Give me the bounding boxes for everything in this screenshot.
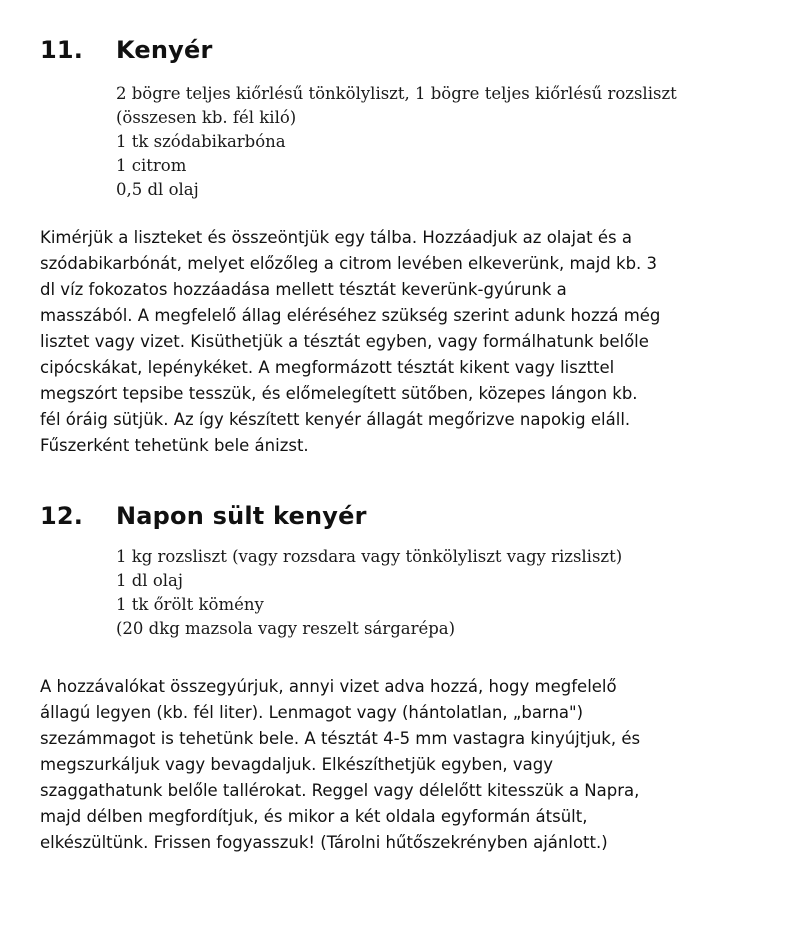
- ingredient-line: 2 bögre teljes kiőrlésű tönkölyliszt, 1 bögre teljes kiőrlésű rozsliszt: [116, 84, 677, 103]
- instruction-line: masszából. A megfelelő állag eléréséhez szükség szerint adunk hozzá még: [40, 306, 661, 325]
- instruction-line: Kimérjük a liszteket és összeöntjük egy tálba. Hozzáadjuk az olajat és a: [40, 228, 633, 247]
- instruction-line: megszórt tepsibe tesszük, és előmelegített sütőben, közepes lángon kb.: [40, 384, 638, 403]
- instruction-line: A hozzávalókat összegyúrjuk, annyi vizet adva hozzá, hogy megfelelő: [40, 677, 617, 696]
- instruction-line: lisztet vagy vizet. Kisüthetjük a tésztát egyben, vagy formálhatunk belőle: [40, 332, 649, 351]
- instructions-paragraph: [40, 225, 760, 459]
- ingredient-line: 1 dl olaj: [116, 571, 183, 590]
- recipe-number: 11.: [40, 36, 84, 64]
- instruction-line: állagú legyen (kb. fél liter). Lenmagot vagy (hántolatlan, „barna"): [40, 703, 584, 722]
- recipe-title: Napon sült kenyér: [116, 502, 367, 530]
- recipe-heading: [40, 502, 367, 530]
- instruction-line: szezámmagot is tehetünk bele. A tésztát 4-5 mm vastagra kinyújtjuk, és: [40, 729, 641, 748]
- recipe-number: 12.: [40, 502, 84, 530]
- ingredient-line: 1 citrom: [116, 156, 187, 175]
- ingredient-line: 1 kg rozsliszt (vagy rozsdara vagy tönkölyliszt vagy rizsliszt): [116, 547, 623, 566]
- recipe-title: Kenyér: [116, 36, 213, 64]
- instruction-line: fél óráig sütjük. Az így készített kenyér állagát megőrizve napokig eláll.: [40, 410, 631, 429]
- instruction-line: elkészültünk. Frissen fogyasszuk! (Tárolni hűtőszekrényben ajánlott.): [40, 833, 608, 852]
- instruction-line: cipócskákat, lepénykéket. A megformázott tésztát kikent vagy liszttel: [40, 358, 615, 377]
- instruction-line: megszurkáljuk vagy bevagdaljuk. Elkészíthetjük egyben, vagy: [40, 755, 554, 774]
- recipe-heading: [40, 36, 213, 64]
- ingredient-list: [116, 545, 622, 641]
- instructions-paragraph: [40, 674, 760, 856]
- instruction-line: dl víz fokozatos hozzáadása mellett tésztát keverünk-gyúrunk a: [40, 280, 567, 299]
- ingredient-list: [116, 82, 677, 202]
- instruction-line: Fűszerként tehetünk bele ánizst.: [40, 436, 309, 455]
- ingredient-line: 0,5 dl olaj: [116, 180, 199, 199]
- ingredient-line: 1 tk őrölt kömény: [116, 595, 264, 614]
- instruction-line: majd délben megfordítjuk, és mikor a két oldala egyformán átsült,: [40, 807, 588, 826]
- ingredient-line: (összesen kb. fél kiló): [116, 108, 297, 127]
- ingredient-line: 1 tk szódabikarbóna: [116, 132, 286, 151]
- ingredient-line: (20 dkg mazsola vagy reszelt sárgarépa): [116, 619, 456, 638]
- instruction-line: szaggathatunk belőle tallérokat. Reggel vagy délelőtt kitesszük a Napra,: [40, 781, 640, 800]
- instruction-line: szódabikarbónát, melyet előzőleg a citrom levében elkeverünk, majd kb. 3: [40, 254, 658, 273]
